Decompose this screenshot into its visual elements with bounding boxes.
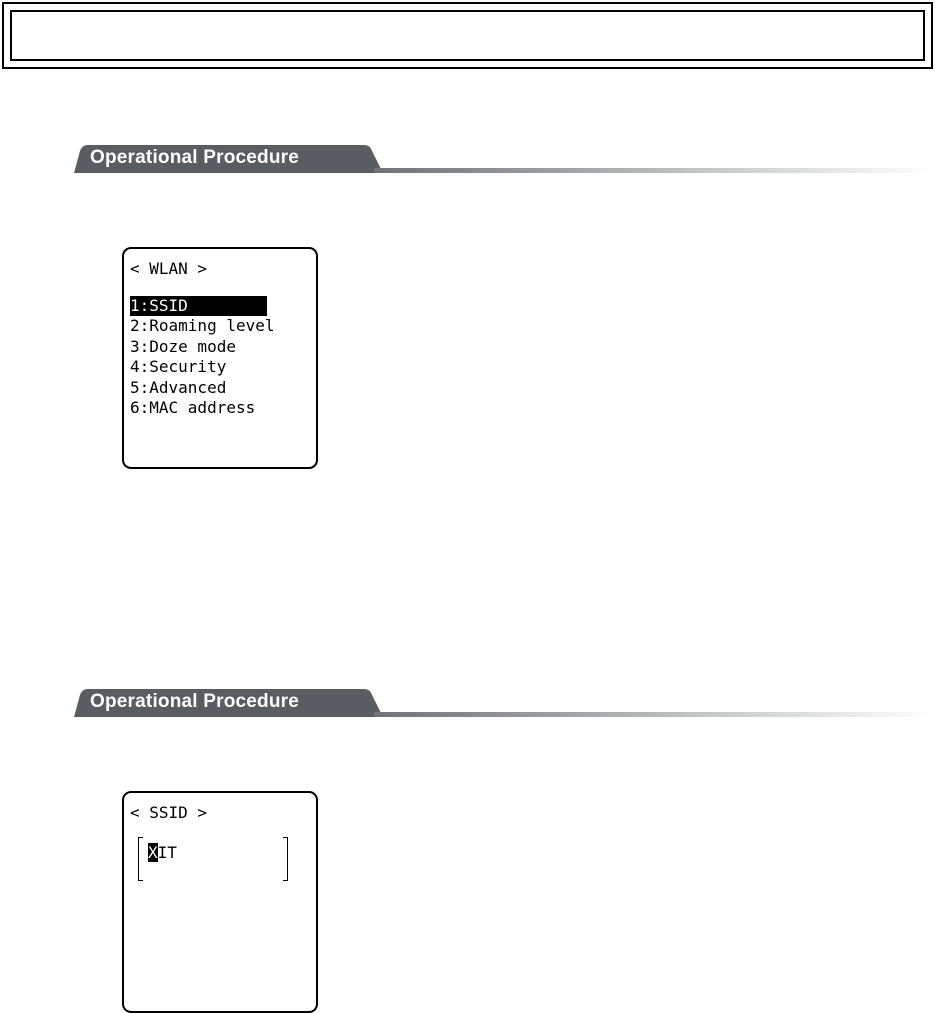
menu-item-doze-mode[interactable]: 3:Doze mode (130, 336, 236, 356)
screen-title: < WLAN > (130, 259, 208, 278)
section-header-2 (74, 689, 934, 717)
section-title: Operational Procedure (90, 147, 300, 168)
menu-item-advanced[interactable]: 5:Advanced (130, 377, 227, 397)
lcd-screen-wlan (122, 247, 318, 469)
section-header-1 (74, 145, 934, 173)
menu-item-mac-address[interactable]: 6:MAC address (130, 397, 256, 417)
ssid-value (148, 843, 177, 863)
ssid-input[interactable] (138, 837, 288, 879)
ssid-text: IT (157, 843, 177, 862)
screen-title: < SSID > (130, 803, 208, 822)
menu-item-security[interactable]: 4:Security (130, 357, 227, 377)
text-cursor: X (148, 843, 158, 862)
bracket-right (283, 837, 288, 881)
menu-item-roaming-level[interactable]: 2:Roaming level (130, 316, 275, 336)
document-title-frame (2, 2, 933, 69)
menu-item-ssid[interactable]: 1:SSID (130, 296, 267, 316)
section-title: Operational Procedure (90, 691, 300, 712)
bracket-left (138, 837, 143, 881)
lcd-screen-ssid (122, 791, 318, 1013)
document-title-box (10, 10, 925, 61)
wlan-menu (130, 296, 275, 418)
